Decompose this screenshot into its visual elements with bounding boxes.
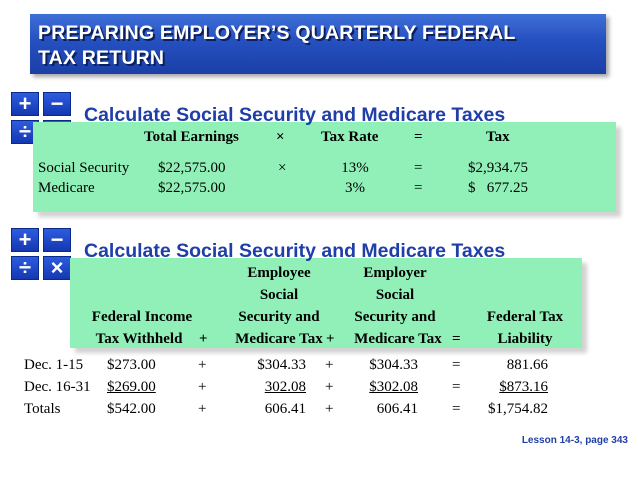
header-employer-social: Social <box>375 287 415 303</box>
header-equals: = <box>414 129 423 145</box>
title-line-1: PREPARING EMPLOYER’S QUARTERLY FEDERAL <box>38 22 516 44</box>
row-equals: = <box>414 180 423 196</box>
title-banner <box>30 14 606 74</box>
divide-icon: ÷ <box>11 120 39 144</box>
minus-icon: − <box>43 228 71 252</box>
row-employee-tax: 606.41 <box>264 401 306 417</box>
row-liability-value: $873.16 <box>499 379 548 395</box>
row-label: Totals <box>24 401 61 417</box>
row-plus: + <box>198 357 207 373</box>
row-earnings: $22,575.00 <box>158 180 226 196</box>
row-equals: = <box>414 160 423 176</box>
row-rate: 13% <box>341 160 369 176</box>
math-operators-icon <box>11 228 73 280</box>
header-tax: Tax <box>486 129 510 145</box>
row-plus: + <box>325 357 334 373</box>
row-tax: $ 677.25 <box>468 180 528 196</box>
header-employee: Employee <box>247 265 311 281</box>
section2-heading: Calculate Social Security and Medicare Taxes <box>84 240 506 262</box>
minus-icon: − <box>43 92 71 116</box>
row-label: Social Security <box>38 160 130 176</box>
row-equals: = <box>452 357 461 373</box>
header-federal-income: Federal Income <box>91 309 193 325</box>
header-employer-medicare: Medicare Tax <box>354 331 442 347</box>
divide-icon: ÷ <box>11 256 39 280</box>
row-equals: = <box>452 401 461 417</box>
plus-icon: + <box>11 228 39 252</box>
row-plus: + <box>198 401 207 417</box>
row-tax: $2,934.75 <box>468 160 528 176</box>
row-equals: = <box>452 379 461 395</box>
plus-icon: + <box>11 92 39 116</box>
row-fit: $273.00 <box>107 357 156 373</box>
header-federal-tax: Federal Tax <box>486 309 564 325</box>
row-earnings: $22,575.00 <box>158 160 226 176</box>
row-employer-tax: $304.33 <box>369 357 418 373</box>
header-liability: Liability <box>497 331 553 347</box>
times-icon: × <box>43 256 71 280</box>
row-rate: 3% <box>345 180 365 196</box>
row-times: × <box>278 160 287 176</box>
row-plus: + <box>198 379 207 395</box>
header-tax-rate: Tax Rate <box>321 129 379 145</box>
section1-heading: Calculate Social Security and Medicare Taxes <box>84 104 506 126</box>
header-employee-security: Security and <box>238 309 320 325</box>
row-plus: + <box>325 401 334 417</box>
row-employee-tax <box>226 378 306 396</box>
lesson-reference: Lesson 14-3, page 343 <box>521 435 628 446</box>
header-employee-medicare: Medicare Tax <box>235 331 323 347</box>
row-employee-tax-value: 302.08 <box>264 379 306 395</box>
header-tax-withheld: Tax Withheld <box>95 331 183 347</box>
row-employer-tax-value: $302.08 <box>369 379 418 395</box>
header-employer-security: Security and <box>354 309 436 325</box>
row-label: Dec. 16-31 <box>24 379 91 395</box>
row-label: Dec. 1-15 <box>24 357 84 373</box>
title-line-2: TAX RETURN <box>38 47 165 69</box>
header-plus: + <box>199 331 208 347</box>
row-liability: $1,754.82 <box>488 401 548 417</box>
row-liability <box>468 378 548 396</box>
row-employer-tax: 606.41 <box>376 401 418 417</box>
row-liability: 881.66 <box>506 357 548 373</box>
header-total-earnings: Total Earnings <box>144 129 239 145</box>
row-fit: $269.00 <box>107 379 156 395</box>
row-employee-tax: $304.33 <box>257 357 306 373</box>
row-employer-tax <box>338 378 418 396</box>
header-times: × <box>276 129 285 145</box>
header-plus: + <box>326 331 335 347</box>
header-equals: = <box>452 331 461 347</box>
row-label: Medicare <box>38 180 95 196</box>
row-fit: $542.00 <box>107 401 156 417</box>
header-employer: Employer <box>363 265 427 281</box>
header-employee-social: Social <box>259 287 299 303</box>
row-plus: + <box>325 379 334 395</box>
